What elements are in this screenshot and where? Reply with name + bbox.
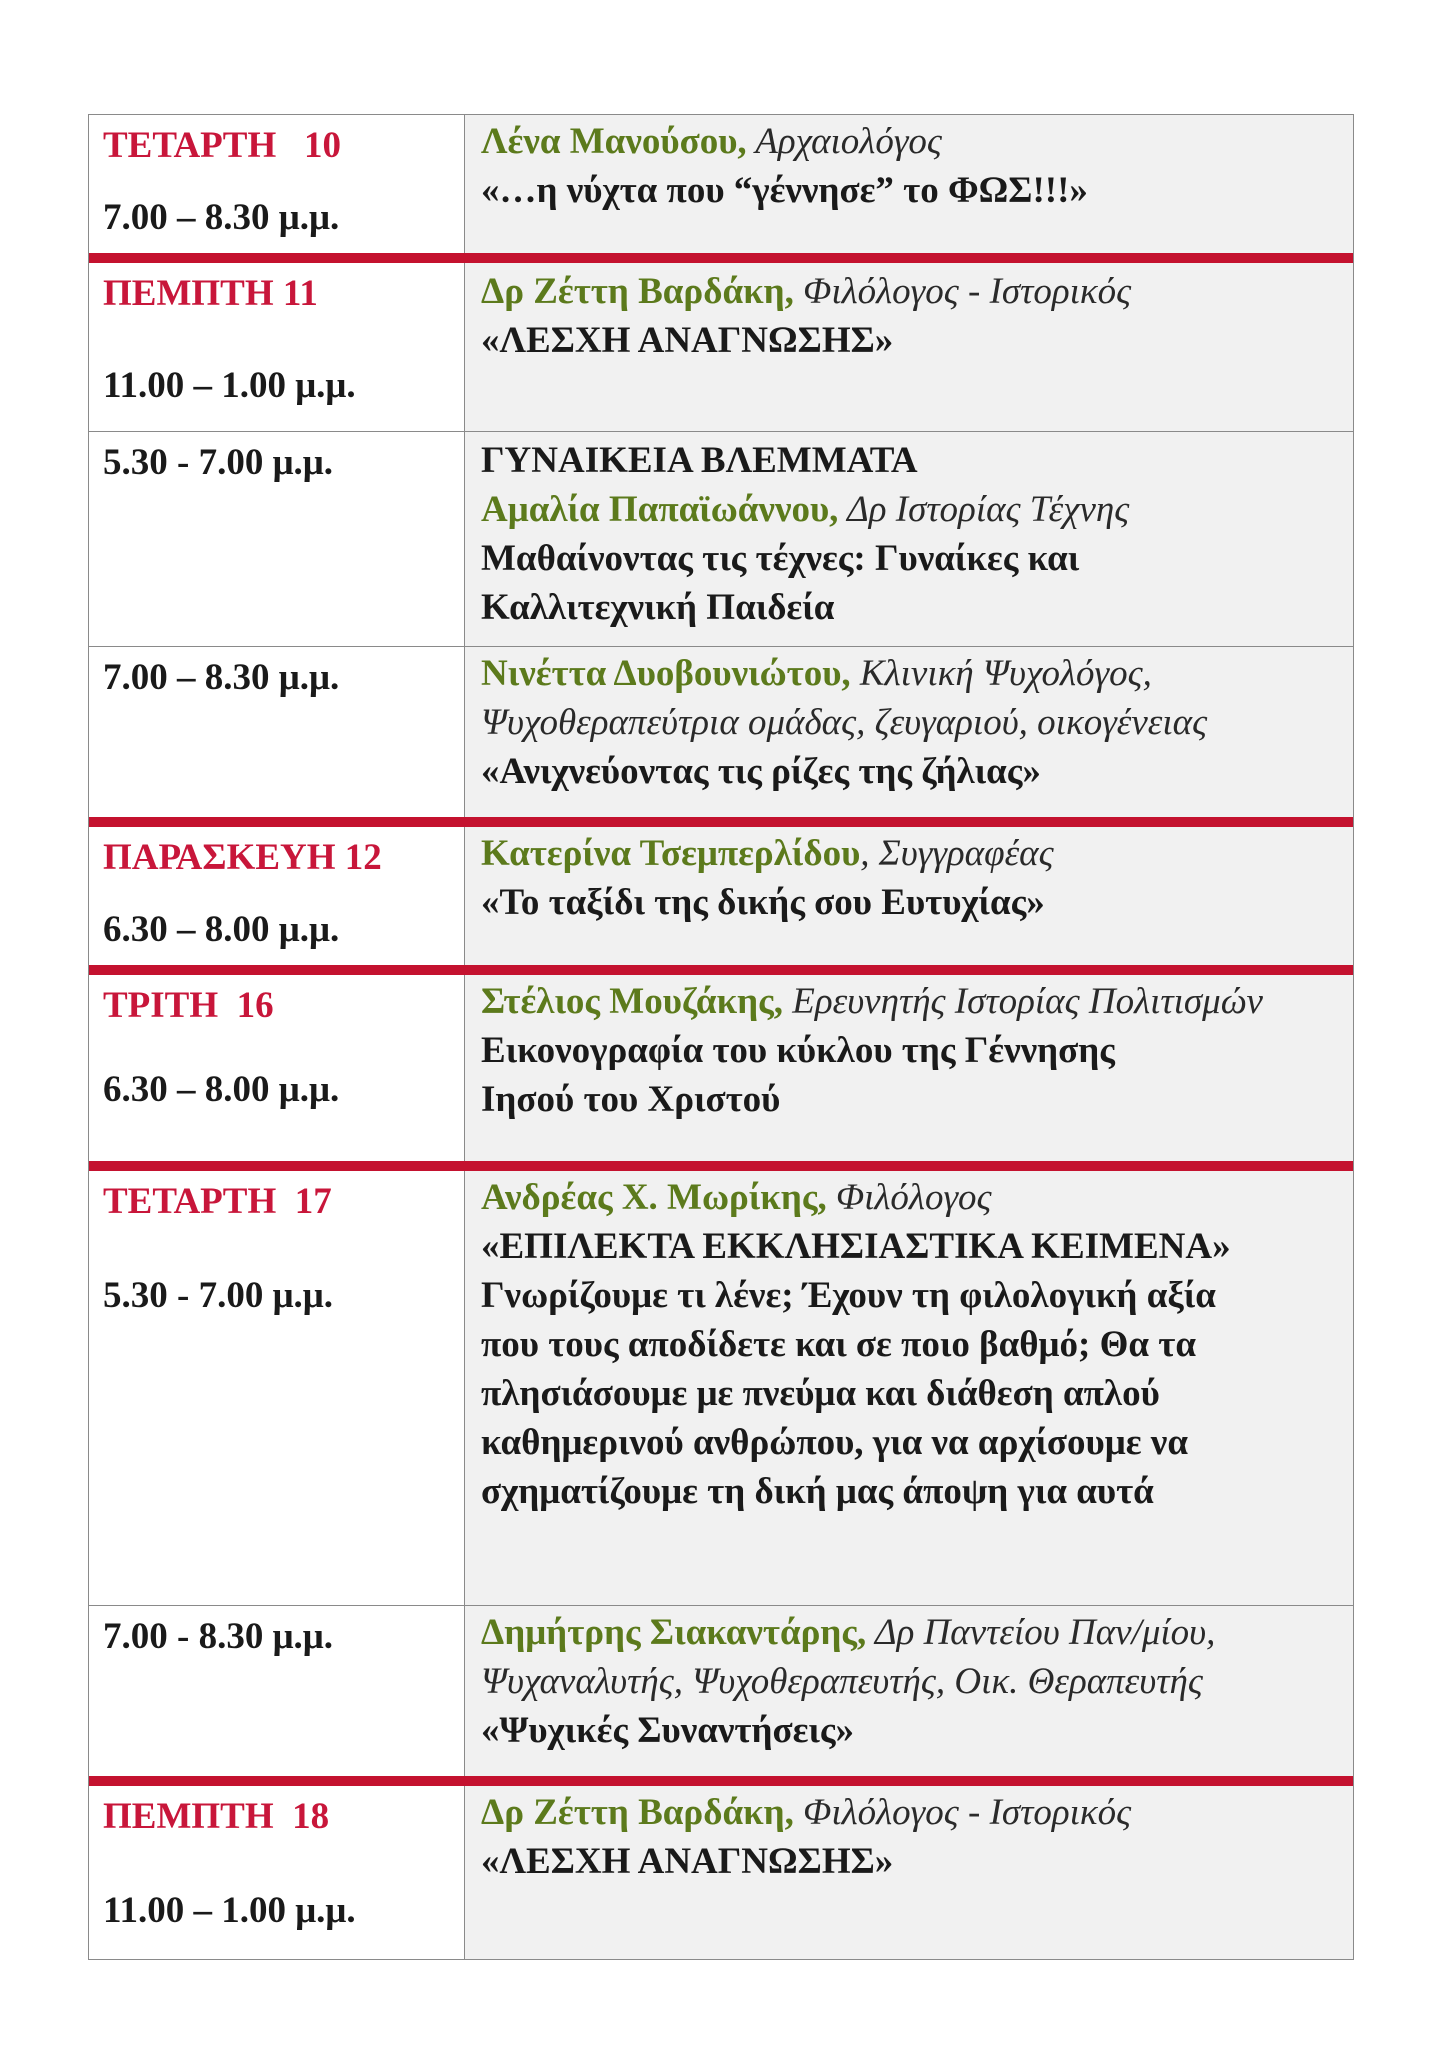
event-title-line: Εικονογραφία του κύκλου της Γέννησης bbox=[481, 1030, 1115, 1071]
time-cell bbox=[89, 432, 465, 646]
day-divider bbox=[89, 817, 1353, 827]
speaker-role-continued: Ψυχαναλυτής, Ψυχοθεραπευτής, Οικ. Θεραπευτής bbox=[481, 1661, 1203, 1702]
event-title: «Ανιχνεύοντας τις ρίζες της ζήλιας» bbox=[481, 751, 1041, 792]
speaker-name: Στέλιος Μουζάκης, bbox=[481, 981, 783, 1022]
event-cell bbox=[465, 263, 1353, 431]
schedule-row bbox=[89, 1786, 1353, 1959]
event-title: «ΕΠΙΛΕΚΤΑ ΕΚΚΛΗΣΙΑΣΤΙΚΑ ΚΕΙΜΕΝΑ» bbox=[481, 1226, 1231, 1267]
day-label: ΤΡΙΤΗ 16 bbox=[103, 985, 274, 1026]
event-description-line: Γνωρίζουμε τι λένε; Έχουν τη φιλολογική αξία bbox=[481, 1275, 1216, 1316]
event-title: «ΛΕΣΧΗ ΑΝΑΓΝΩΣΗΣ» bbox=[481, 320, 894, 361]
time-cell bbox=[89, 263, 465, 431]
event-heading: ΓΥΝΑΙΚΕΙΑ ΒΛΕΜΜΑΤΑ bbox=[481, 440, 918, 481]
speaker-role: Δρ Ιστορίας Τέχνης bbox=[838, 489, 1130, 530]
speaker-role: Φιλόλογος - Ιστορικός bbox=[793, 271, 1132, 312]
event-title: «Το ταξίδι της δικής σου Ευτυχίας» bbox=[481, 882, 1045, 923]
schedule-row bbox=[89, 1606, 1353, 1776]
time-cell bbox=[89, 1606, 465, 1776]
schedule-row bbox=[89, 1171, 1353, 1605]
time-cell bbox=[89, 1171, 465, 1605]
day-label: ΤΕΤΑΡΤΗ 17 bbox=[103, 1181, 332, 1222]
speaker-role: , Συγγραφέας bbox=[860, 833, 1054, 874]
event-description-line: σχηματίζουμε τη δική μας άποψη για αυτά bbox=[481, 1471, 1154, 1512]
time-cell bbox=[89, 115, 465, 253]
time-label: 11.00 – 1.00 μ.μ. bbox=[103, 365, 356, 406]
day-divider bbox=[89, 1776, 1353, 1786]
event-cell bbox=[465, 1786, 1353, 1959]
speaker-name: Λένα Μανούσου, bbox=[481, 121, 747, 162]
schedule-row bbox=[89, 647, 1353, 817]
speaker-role: Φιλόλογος - Ιστορικός bbox=[793, 1792, 1132, 1833]
day-divider bbox=[89, 1161, 1353, 1171]
time-label: 11.00 – 1.00 μ.μ. bbox=[103, 1890, 356, 1931]
time-label: 5.30 - 7.00 μ.μ. bbox=[103, 1275, 334, 1316]
speaker-name: Δρ Ζέττη Βαρδάκη, bbox=[481, 271, 794, 312]
day-divider bbox=[89, 965, 1353, 975]
day-divider bbox=[89, 253, 1353, 263]
event-description-line: που τους αποδίδετε και σε ποιο βαθμό; Θα τα bbox=[481, 1324, 1196, 1365]
event-title: «Ψυχικές Συναντήσεις» bbox=[481, 1710, 855, 1751]
event-title: «ΛΕΣΧΗ ΑΝΑΓΝΩΣΗΣ» bbox=[481, 1841, 894, 1882]
event-cell bbox=[465, 827, 1353, 965]
time-label: 7.00 – 8.30 μ.μ. bbox=[103, 197, 340, 238]
event-cell bbox=[465, 432, 1353, 646]
schedule-row bbox=[89, 827, 1353, 965]
event-description-line: πλησιάσουμε με πνεύμα και διάθεση απλού bbox=[481, 1373, 1160, 1414]
schedule-row bbox=[89, 263, 1353, 431]
day-label: ΠΕΜΠΤΗ 18 bbox=[103, 1796, 330, 1837]
schedule-table bbox=[88, 114, 1354, 1960]
event-description-line: καθημερινού ανθρώπου, για να αρχίσουμε να bbox=[481, 1422, 1188, 1463]
event-title-line: Καλλιτεχνική Παιδεία bbox=[481, 587, 835, 628]
speaker-name: Αμαλία Παπαϊωάννου, bbox=[481, 489, 839, 530]
schedule-row bbox=[89, 115, 1353, 253]
speaker-name: Δημήτρης Σιακαντάρης, bbox=[481, 1612, 867, 1653]
speaker-role: Φιλόλογος bbox=[826, 1177, 992, 1218]
time-cell bbox=[89, 1786, 465, 1959]
speaker-role: Κλινική Ψυχολόγος, bbox=[850, 653, 1152, 694]
event-title-line: Ιησού του Χριστού bbox=[481, 1079, 781, 1120]
speaker-name: Ανδρέας Χ. Μωρίκης, bbox=[481, 1177, 827, 1218]
event-cell bbox=[465, 975, 1353, 1161]
day-label: ΠΑΡΑΣΚΕΥΗ 12 bbox=[103, 837, 382, 878]
speaker-name: Νινέττα Δυοβουνιώτου, bbox=[481, 653, 851, 694]
event-cell bbox=[465, 1171, 1353, 1605]
speaker-name: Δρ Ζέττη Βαρδάκη, bbox=[481, 1792, 794, 1833]
time-label: 7.00 - 8.30 μ.μ. bbox=[103, 1616, 334, 1657]
time-label: 6.30 – 8.00 μ.μ. bbox=[103, 909, 340, 950]
time-cell bbox=[89, 647, 465, 817]
schedule-row bbox=[89, 975, 1353, 1161]
time-label: 5.30 - 7.00 μ.μ. bbox=[103, 442, 334, 483]
event-cell bbox=[465, 115, 1353, 253]
speaker-role-continued: Ψυχοθεραπεύτρια ομάδας, ζευγαριού, οικογένειας bbox=[481, 702, 1208, 743]
time-cell bbox=[89, 827, 465, 965]
speaker-role: Αρχαιολόγος bbox=[746, 121, 942, 162]
day-label: ΠΕΜΠΤΗ 11 bbox=[103, 273, 318, 314]
schedule-row bbox=[89, 432, 1353, 646]
day-label: ΤΕΤΑΡΤΗ 10 bbox=[103, 125, 341, 166]
speaker-role: Ερευνητής Ιστορίας Πολιτισμών bbox=[783, 981, 1263, 1022]
time-label: 7.00 – 8.30 μ.μ. bbox=[103, 657, 340, 698]
time-cell bbox=[89, 975, 465, 1161]
event-title: «…η νύχτα που “γέννησε” το ΦΩΣ!!!» bbox=[481, 170, 1088, 211]
time-label: 6.30 – 8.00 μ.μ. bbox=[103, 1069, 340, 1110]
event-cell bbox=[465, 1606, 1353, 1776]
event-cell bbox=[465, 647, 1353, 817]
speaker-name: Κατερίνα Τσεμπερλίδου bbox=[481, 833, 861, 874]
speaker-role: Δρ Παντείου Παν/μίου, bbox=[866, 1612, 1216, 1653]
event-title-line: Μαθαίνοντας τις τέχνες: Γυναίκες και bbox=[481, 538, 1080, 579]
